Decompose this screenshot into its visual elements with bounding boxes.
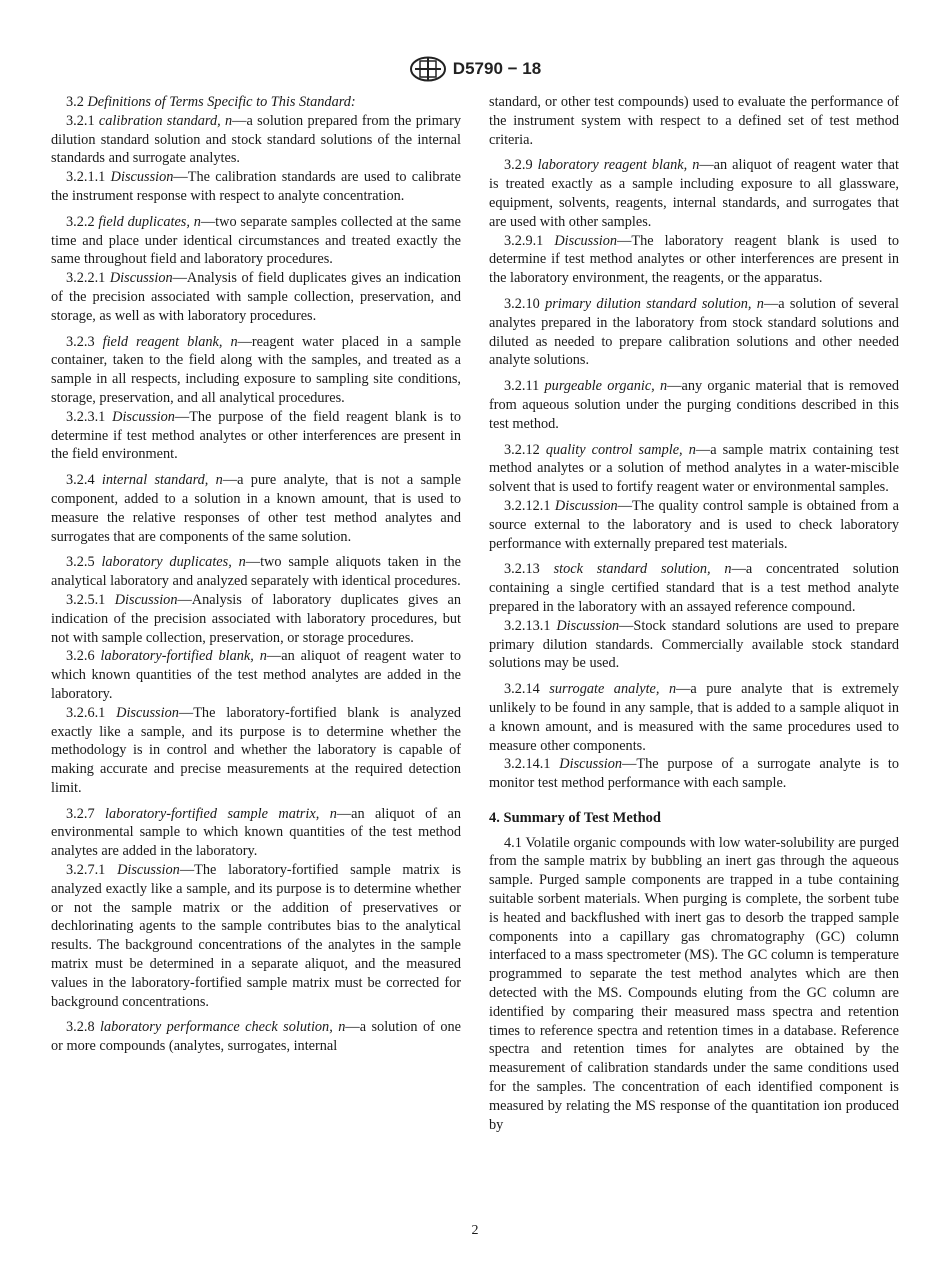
defined-term: Discussion	[559, 756, 623, 773]
section-4-heading: 4. Summary of Test Method	[489, 809, 661, 826]
definition-paragraph	[489, 441, 899, 497]
right-column-definitions	[489, 93, 899, 793]
defined-term: laboratory performance check solution, n	[100, 1019, 346, 1036]
paragraph-number: 3.2.12.1	[504, 497, 551, 514]
definition-text: —Analysis of laboratory duplicates gives an indication of the precision associated with laboratory procedures, but not with sample collection, preservation, or storage procedures.	[51, 591, 461, 646]
paragraph-number: 3.2.6.1	[66, 704, 106, 721]
defined-term: internal standard, n	[101, 472, 223, 489]
paragraph-number: 3.2.4	[66, 472, 95, 489]
definition-text: —The laboratory reagent blank is used to determine if test method analytes or other interferences are present in the laboratory environment, the reagents, or the apparatus.	[489, 232, 899, 287]
defined-term: Discussion	[556, 617, 620, 634]
definition-text: —an aliquot of an environmental sample to which known quantities of the test method analytes are added in the laboratory.	[51, 805, 462, 860]
definition-text: —The quality control sample is obtained from a source external to the laboratory and is used to check laboratory performance with externally prepared test materials.	[489, 497, 899, 552]
paragraph-number: 3.2.6	[66, 648, 95, 665]
defined-term: Definitions of Terms Specific to This Standard:	[87, 94, 356, 110]
document-designation: D5790 − 18	[452, 59, 542, 78]
defined-term: Discussion	[117, 862, 180, 879]
definition-paragraph	[489, 680, 899, 755]
definition-paragraph	[51, 861, 461, 1011]
definition-paragraph	[51, 591, 461, 647]
paragraph-number: 3.2.10	[504, 295, 540, 312]
paragraph-number: 3.2.13.1	[504, 617, 551, 634]
defined-term: surrogate analyte, n	[549, 681, 677, 698]
paragraph-number: 4.1	[504, 834, 522, 851]
definition-text: —The laboratory-fortified sample matrix is analyzed exactly like a sample, and its purpose is to determine whether or not the sample matrix or the addition of preservatives or dechlorinating agents to the sample contributes bias to the analytical results. The background concentrations of the analytes in the sample matrix must be determined in a separate aliquot, and the measured values in the laboratory-fortified sample matrix must be corrected for background concentrations.	[51, 862, 461, 1010]
definition-text: —a solution of several analytes prepared in the laboratory from stock standard solutions and diluted as needed to prepare calibration solutions and other needed analyte solutions.	[489, 295, 899, 369]
definition-paragraph	[51, 168, 461, 206]
definition-text: —a pure analyte that is extremely unlikely to be found in any sample, that is added to a sample aliquot in a known amount, and is measured with the same procedures used to measure other components.	[489, 681, 899, 754]
astm-logo-icon	[409, 56, 447, 82]
defined-term: Discussion	[114, 591, 178, 608]
definition-text: —The purpose of a surrogate analyte is to monitor test method performance with each sample.	[489, 756, 899, 792]
definition-paragraph	[51, 269, 461, 325]
definition-paragraph	[489, 377, 899, 433]
defined-term: laboratory-fortified blank, n	[100, 648, 267, 665]
definition-paragraph	[489, 156, 899, 231]
definition-paragraph	[489, 497, 899, 553]
definition-text: —reagent water placed in a sample container, taken to the field along with the samples, and treated as a sample in all respects, including exposure to sampling site conditions, storage, preservation, and all analytical procedures.	[51, 333, 461, 406]
paragraph-number: 3.2.8	[66, 1019, 95, 1036]
definition-text: —The laboratory-fortified blank is analyzed exactly like a sample, and its purpose is to determine whether the methodology is in control and whether the laboratory is capable of making accurate and precise measurements at the required detection limit.	[51, 704, 462, 796]
definition-text: standard, or other test compounds) used to evaluate the performance of the instrument system with respect to a defined set of test method criteria.	[489, 94, 899, 148]
paragraph-number: 3.2.1	[66, 112, 95, 129]
definition-text: —a sample matrix containing test method analytes or a solution of method analytes in a water-miscible solvent that is used to fortify reagent water or environmental samples.	[489, 441, 899, 496]
definition-paragraph	[51, 805, 461, 861]
defined-term: laboratory duplicates, n	[101, 554, 246, 571]
defined-term: Discussion	[110, 169, 174, 186]
definition-paragraph	[489, 617, 899, 673]
paragraph-number: 3.2.1.1	[66, 169, 106, 186]
defined-term: Discussion	[112, 408, 175, 425]
paragraph-number: 3.2.7.1	[66, 862, 106, 879]
definition-text: —an aliquot of reagent water to which known quantities of the test method analytes are added in the laboratory.	[51, 648, 462, 702]
definition-paragraph	[51, 333, 461, 408]
definition-text: —two sample aliquots taken in the analytical laboratory and analyzed separately with identical procedures.	[51, 554, 462, 590]
definition-text: —The purpose of the field reagent blank is to determine if test method analytes or other interferences are present in the field environment.	[51, 408, 462, 463]
definition-paragraph	[51, 647, 461, 703]
defined-term: Discussion	[554, 497, 618, 514]
definition-paragraph	[489, 232, 899, 288]
definition-paragraph	[51, 213, 461, 269]
paragraph-number: 3.2.3.1	[66, 408, 106, 425]
definition-paragraph	[51, 1018, 461, 1056]
definition-text: —any organic material that is removed from aqueous solution under the purging conditions described in this test method.	[489, 378, 900, 432]
paragraph-text: Volatile organic compounds with low water-solubility are purged from the sample matrix by bubbling an inert gas through the aqueous sample. Purged sample components are trapped in a tube containing suitable sorbent materials. When purging is complete, the sorbent tube is heated and backflushed with inert gas to desorb the trapped sample components into a capillary gas chromatography (GC) column interfaced to a mass spectrometer (MS). The GC column is temperature programmed to separate the test method analytes which are then detected with the MS. Compounds eluting from the GC column are identified by comparing their measured mass spectra and retention times to reference spectra and retention times in a database. Reference spectra and retention times for analytes are obtained by the measurement of calibration standards under the same conditions used for the samples. The concentration of each identified component is measured by relating the MS response of the quantitation ion produced by	[489, 834, 899, 1133]
page-number: 2	[471, 1223, 479, 1238]
definition-paragraph	[489, 755, 899, 793]
paragraph-number: 3.2.5	[66, 554, 95, 571]
right-column	[489, 93, 899, 1134]
paragraph-number: 3.2.14.1	[504, 756, 551, 773]
definition-paragraph	[51, 553, 461, 591]
defined-term: stock standard solution, n	[553, 561, 732, 578]
paragraph-number: 3.2	[66, 94, 84, 110]
defined-term: laboratory reagent blank, n	[537, 157, 700, 174]
defined-term: Discussion	[109, 270, 173, 287]
defined-term: quality control sample, n	[545, 441, 696, 458]
definition-paragraph	[489, 560, 899, 616]
definition-text: —Stock standard solutions are used to prepare primary dilution standards. Commercially available stock standard solutions may be used.	[489, 617, 900, 672]
definition-text: —two separate samples collected at the same time and place under identical circumstances and treated exactly the same throughout field and laboratory procedures.	[51, 213, 461, 268]
definition-text: —Analysis of field duplicates gives an indication of the precision associated with sample collection, preservation, and storage, as well as with laboratory procedures.	[51, 270, 462, 324]
paragraph-number: 3.2.9	[504, 157, 533, 174]
defined-term: calibration standard, n	[98, 112, 233, 129]
definition-paragraph	[51, 704, 461, 798]
paragraph-number: 3.2.9.1	[504, 232, 544, 249]
paragraph-number: 3.2.12	[504, 441, 540, 458]
definition-text: —a solution of one or more compounds (analytes, surrogates, internal	[51, 1019, 462, 1055]
defined-term: field duplicates, n	[98, 213, 201, 230]
defined-term: purgeable organic, n	[544, 378, 668, 395]
definition-text: —an aliquot of reagent water that is treated exactly as a sample including exposure to all glassware, equipment, solvents, reagents, internal standards, and surrogates that are used with other samples.	[489, 157, 899, 230]
paragraph-number: 3.2.5.1	[66, 591, 106, 608]
paragraph-number: 3.2.13	[504, 561, 540, 578]
page-header	[0, 56, 950, 82]
left-column	[51, 93, 461, 1056]
definition-text: —The calibration standards are used to calibrate the instrument response with respect to analyte concentration.	[51, 169, 461, 204]
paragraph-number: 3.2.2	[66, 213, 95, 230]
definition-paragraph	[489, 295, 899, 370]
definition-paragraph	[51, 93, 461, 112]
definition-paragraph	[489, 93, 899, 149]
definition-text: —a pure analyte, that is not a sample component, added to a solution in a known amount, that is used to measure the relative responses of other test method analytes and surrogates that are components of the same solution.	[51, 472, 461, 545]
paragraph-number: 3.2.7	[66, 805, 95, 822]
definition-paragraph	[51, 471, 461, 546]
paragraph-number: 3.2.3	[66, 333, 95, 350]
definition-paragraph	[51, 408, 461, 464]
definition-text: —a solution prepared from the primary dilution standard solution and stock standard solutions of the internal standards and surrogate analytes.	[51, 112, 461, 167]
paragraph-number: 3.2.2.1	[66, 270, 106, 287]
defined-term: Discussion	[116, 704, 179, 721]
defined-term: field reagent blank, n	[102, 333, 238, 350]
paragraph-4-1	[489, 834, 899, 1135]
definition-text: —a concentrated solution containing a single certified standard that is a test method analyte prepared in the laboratory with an assayed reference compound.	[489, 561, 899, 615]
defined-term: laboratory-fortified sample matrix, n	[105, 805, 337, 822]
defined-term: Discussion	[554, 232, 618, 249]
paragraph-number: 3.2.14	[504, 681, 540, 698]
defined-term: primary dilution standard solution, n	[545, 295, 764, 312]
definition-paragraph	[51, 112, 461, 168]
paragraph-number: 3.2.11	[504, 378, 540, 395]
